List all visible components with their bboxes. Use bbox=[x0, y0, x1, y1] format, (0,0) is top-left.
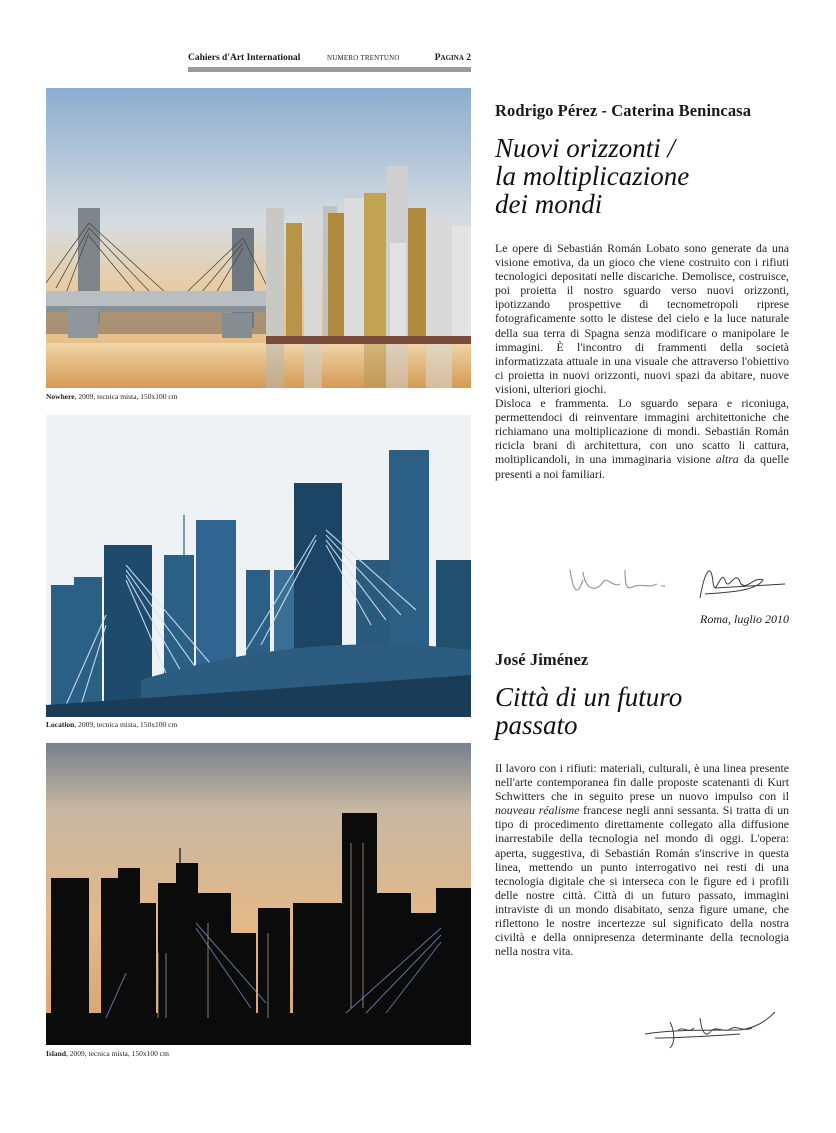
journal-name: Cahiers d'Art International bbox=[188, 53, 301, 63]
article-authors: Rodrigo Pérez - Caterina Benincasa bbox=[495, 101, 752, 120]
article-body bbox=[495, 761, 789, 958]
signature-benincasa bbox=[700, 571, 785, 598]
paragraph bbox=[495, 396, 789, 481]
paragraph: Le opere di Sebastián Román Lobato sono generate da una visione emotiva, da un gioco che viene costruito con i rifiuti tecnologici depositati nelle discariche. Demolisce, costruisce, poi proietta il nostro sguardo verso nuovi orizzonti, ipotizzando prospettive di tecnometropoli riprese fotograficamente sotto le distese del cielo e la luce naturale della sua terra di Spagna senza modificare o manipolare le immagini. È l'incontro di frammenti della società informatizzata attuale in una visuale che attraverso l'obiettivo ci proietta in nuovi orizzonti, nuovi spazi da abitare, nuove visioni, ulteriori giochi. bbox=[495, 241, 789, 396]
emphasis: altra bbox=[715, 452, 739, 467]
caption-island bbox=[46, 1049, 169, 1058]
title-line: la moltiplicazione bbox=[495, 161, 690, 191]
article-body bbox=[495, 241, 789, 481]
issue-label: NUMERO TRENTUNO bbox=[327, 54, 400, 62]
text-run: Disloca e frammenta. Lo sguardo separa e riconiuga, permettendoci di reinventare immagini architettoniche che richiamano una moltiplicazione di mondi. Sebastián Román ricicla brani di architettura, con uno scatto li cattura, moltiplicandoli, in una immaginaria visione bbox=[495, 396, 789, 467]
caption-title: Location bbox=[46, 720, 75, 729]
title-line: dei mondi bbox=[495, 189, 603, 219]
article-title bbox=[495, 683, 789, 739]
text-run: da quelle presenti a noi familiari. bbox=[495, 452, 790, 481]
caption-title: Nowhere bbox=[46, 392, 75, 401]
caption-details: , 2009, tecnica mista, 150x100 cm bbox=[66, 1049, 169, 1058]
artwork-image-nowhere bbox=[46, 88, 471, 388]
title-line: Città di un futuro bbox=[495, 682, 683, 712]
text-run: Il lavoro con i rifiuti: materiali, culturali, è una linea presente nell'arte contemporanea fin dalle proposte scatenanti di Kurt Schwitters che in seguito prese un nuovo impulso con il bbox=[495, 761, 789, 804]
caption-details: , 2009, tecnica mista, 150x100 cm bbox=[74, 720, 178, 729]
header-rule bbox=[188, 67, 471, 72]
artwork-image-island bbox=[46, 743, 471, 1045]
running-head bbox=[188, 53, 471, 65]
article-nuovi-orizzonti bbox=[495, 101, 789, 481]
caption-location bbox=[46, 720, 177, 729]
page-number: Pagina 2 bbox=[434, 53, 471, 63]
caption-title: Island bbox=[46, 1049, 67, 1058]
article-title bbox=[495, 134, 789, 218]
dateline: Roma, luglio 2010 bbox=[700, 612, 789, 626]
signature-jimenez bbox=[640, 1008, 780, 1050]
title-line: Nuovi orizzonti / bbox=[495, 133, 676, 163]
emphasis: nouveau réalisme bbox=[495, 803, 580, 818]
article-citta-futuro-passato bbox=[495, 650, 789, 958]
caption-nowhere bbox=[46, 392, 178, 401]
signatures-authors bbox=[565, 560, 795, 608]
text-run: francese negli anni sessanta. Si tratta di un tipo di procedimento direttamente collegato alla diffusione inarrestabile della tecnologia nel mondo di oggi. L'opera: aperta, suggestiva, di Sebastián Román s'inscrive in questa linea, mettendo un punto interrogativo nei resti di una tecnologia digitale che si interseca con le figure ed i profili delle nostre città. Città di un futuro passato, immagini intraviste di un mondo disabitato, senza figure umane, che riflettono le nostre incertezze sul significato della nostra civiltà e della onnipresenza determinante della tecnologia nella nostra vita. bbox=[495, 803, 789, 959]
caption-details: , 2009, tecnica mista, 150x100 cm bbox=[74, 392, 178, 401]
artwork-image-location bbox=[46, 415, 471, 717]
title-line: passato bbox=[495, 710, 578, 740]
signature-perez bbox=[570, 570, 665, 590]
paragraph bbox=[495, 761, 789, 958]
article-author: José Jiménez bbox=[495, 650, 589, 669]
